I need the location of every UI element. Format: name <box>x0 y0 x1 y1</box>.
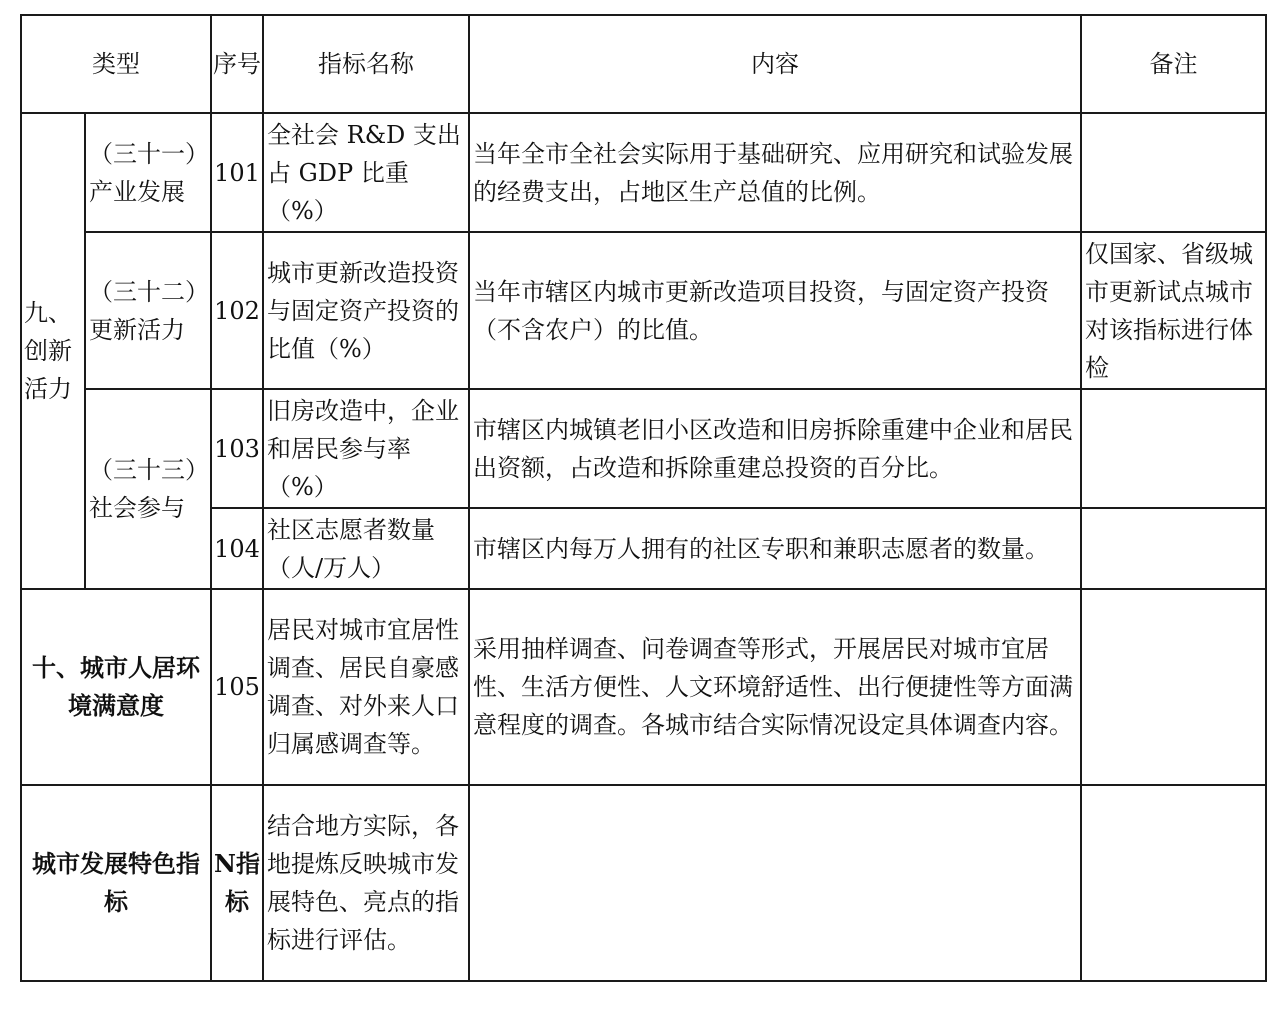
category-special: 城市发展特色指标 <box>21 785 211 981</box>
indicator-content: 市辖区内每万人拥有的社区专职和兼职志愿者的数量。 <box>469 508 1081 589</box>
table-row <box>21 232 1266 389</box>
table-row <box>21 589 1266 785</box>
indicator-content: 采用抽样调查、问卷调查等形式，开展居民对城市宜居性、生活方便性、人文环境舒适性、出行便捷性等方面满意程度的调查。各城市结合实际情况设定具体调查内容。 <box>469 589 1081 785</box>
indicator-content: 当年全市全社会实际用于基础研究、应用研究和试验发展的经费支出，占地区生产总值的比例。 <box>469 113 1081 232</box>
seq-cell: 105 <box>211 589 263 785</box>
header-note: 备注 <box>1081 15 1266 113</box>
note-cell <box>1081 389 1266 508</box>
note-cell <box>1081 785 1266 981</box>
table-header-row <box>21 15 1266 113</box>
indicator-content: 市辖区内城镇老旧小区改造和旧房拆除重建中企业和居民出资额，占改造和拆除重建总投资的百分比。 <box>469 389 1081 508</box>
category-innovation: 九、创新活力 <box>21 113 85 589</box>
seq-cell: 104 <box>211 508 263 589</box>
seq-cell: 103 <box>211 389 263 508</box>
header-content: 内容 <box>469 15 1081 113</box>
indicator-name: 城市更新改造投资与固定资产投资的比值（%） <box>263 232 469 389</box>
indicator-name: 居民对城市宜居性调查、居民自豪感调查、对外来人口归属感调查等。 <box>263 589 469 785</box>
subcategory-industry: （三十一）产业发展 <box>85 113 211 232</box>
header-type: 类型 <box>21 15 211 113</box>
subcategory-renewal: （三十二）更新活力 <box>85 232 211 389</box>
indicator-content <box>469 785 1081 981</box>
header-name: 指标名称 <box>263 15 469 113</box>
table-row <box>21 389 1266 508</box>
seq-cell: N指标 <box>211 785 263 981</box>
note-cell: 仅国家、省级城市更新试点城市对该指标进行体检 <box>1081 232 1266 389</box>
category-satisfaction: 十、城市人居环境满意度 <box>21 589 211 785</box>
indicator-table <box>20 14 1267 982</box>
seq-cell: 102 <box>211 232 263 389</box>
header-seq: 序号 <box>211 15 263 113</box>
indicator-content: 当年市辖区内城市更新改造项目投资，与固定资产投资（不含农户）的比值。 <box>469 232 1081 389</box>
table-row <box>21 113 1266 232</box>
table-row <box>21 785 1266 981</box>
seq-cell: 101 <box>211 113 263 232</box>
note-cell <box>1081 508 1266 589</box>
indicator-name: 旧房改造中，企业和居民参与率（%） <box>263 389 469 508</box>
indicator-name: 结合地方实际，各地提炼反映城市发展特色、亮点的指标进行评估。 <box>263 785 469 981</box>
note-cell <box>1081 589 1266 785</box>
indicator-name: 全社会 R&D 支出占 GDP 比重（%） <box>263 113 469 232</box>
note-cell <box>1081 113 1266 232</box>
subcategory-social: （三十三）社会参与 <box>85 389 211 589</box>
indicator-name: 社区志愿者数量（人/万人） <box>263 508 469 589</box>
